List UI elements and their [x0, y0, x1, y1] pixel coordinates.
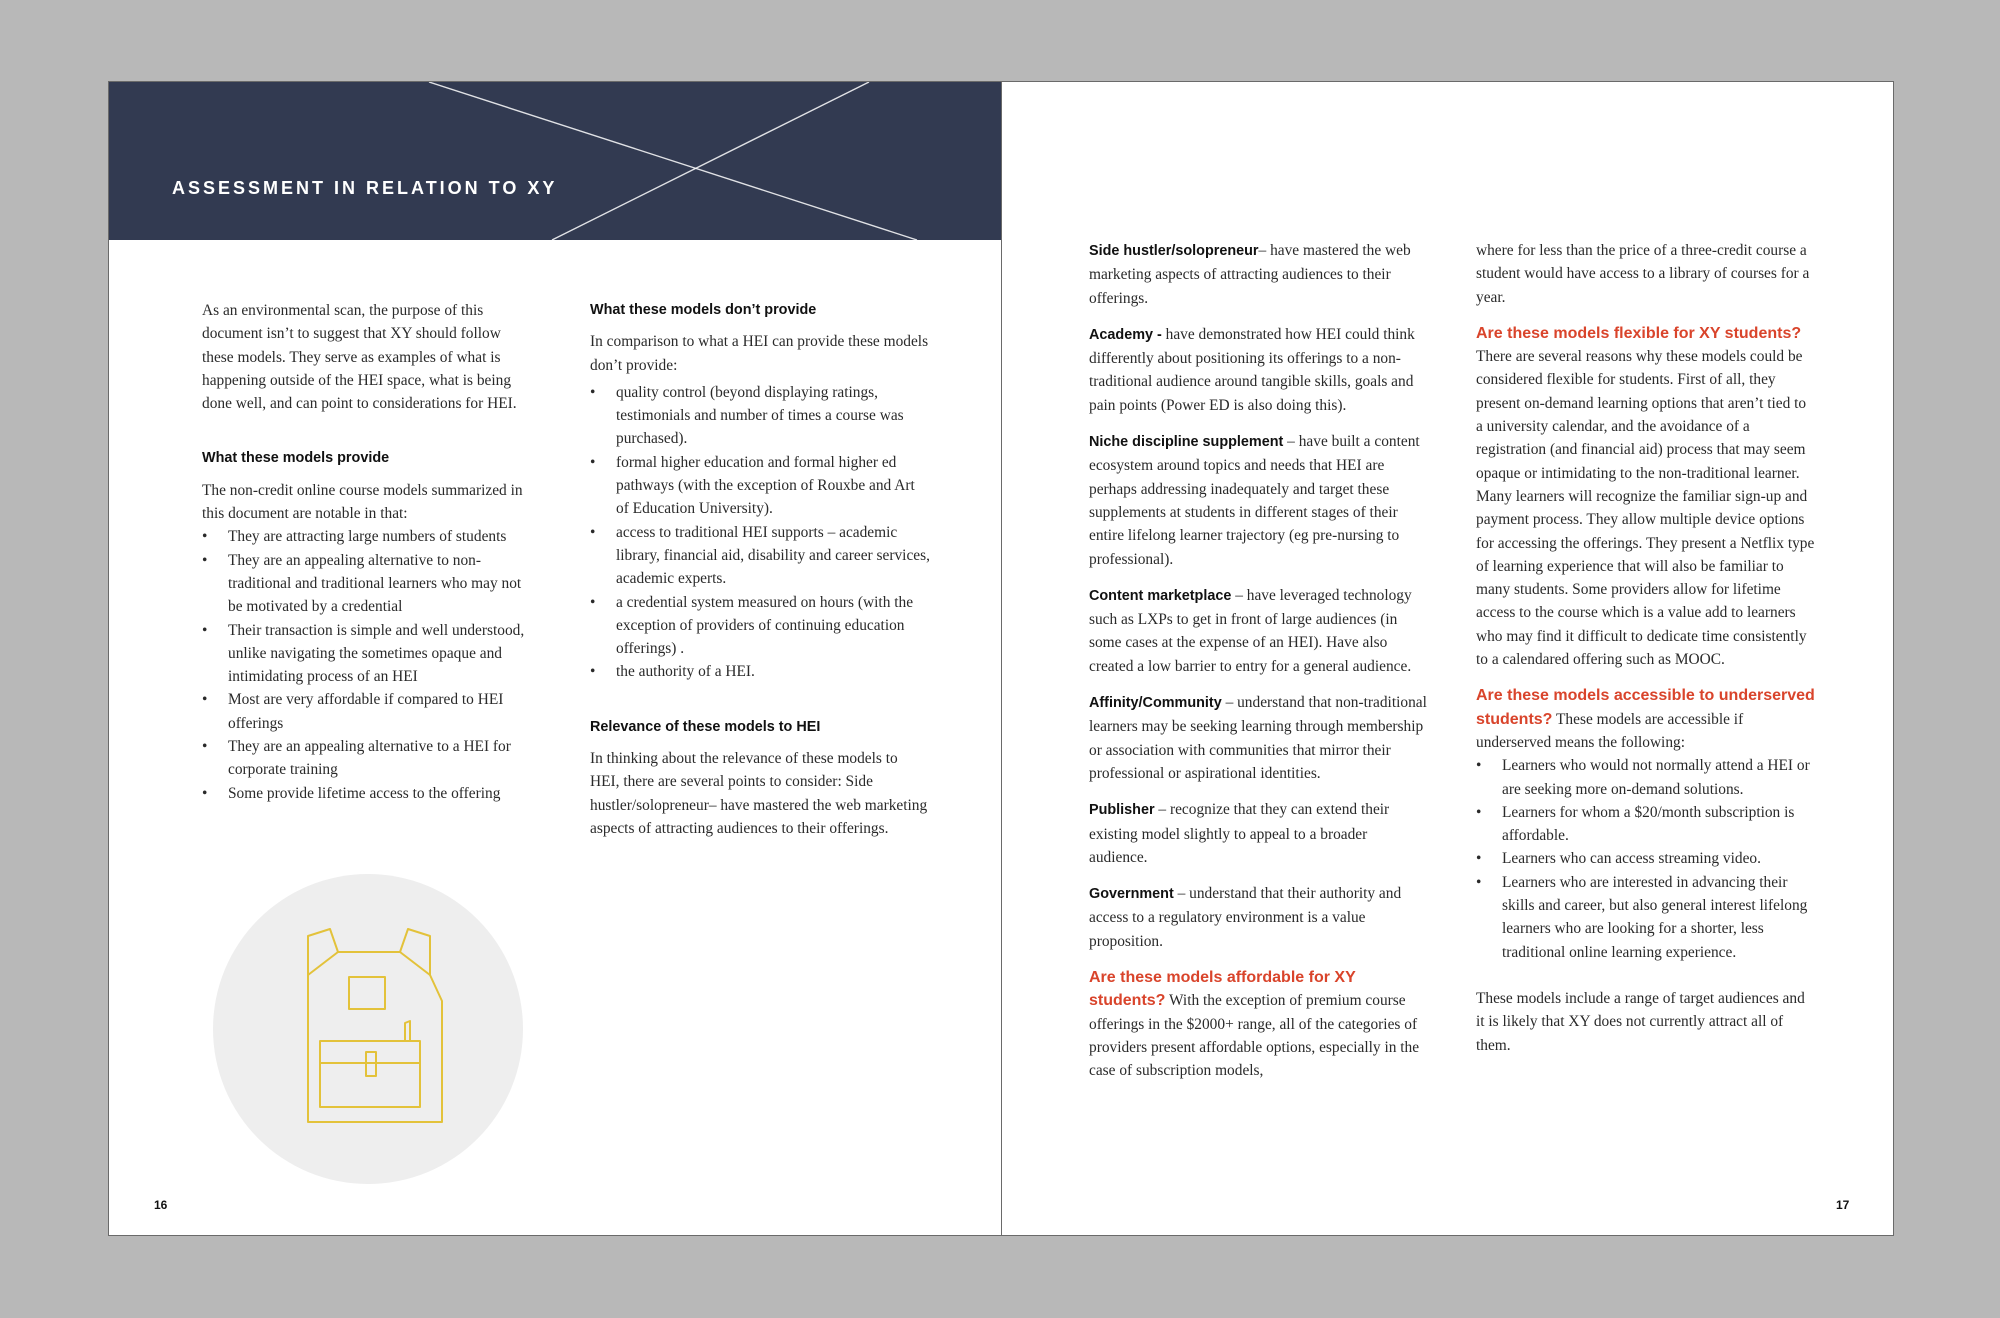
list-item: • quality control (beyond displaying ratings, testimonials and number of times a course was purchased).	[590, 381, 930, 451]
flexible-paragraph	[1476, 322, 1816, 671]
flexible-answer: There are several reasons why these models could be considered flexible for students. First of all, they present on-demand learning options that aren’t tied to a university calendar, and the avoidance of a registration (and financial aid) process that may seem opaque or intimidating to the non-traditional learner. Many learners will recognize the familiar sign-up and payment process. They allow multiple device options for accessing the offerings. They present a Netflix type of learning experience that will also be familiar to many students. Some providers allow for lifetime access to the course which is a value add to learners who may find it difficult to dedicate time consistently to a calendared offering such as MOOC.	[1476, 348, 1815, 669]
model-term: Affinity/Community	[1089, 695, 1222, 712]
model-description: – recognize that they can extend their existing model slightly to appeal to a broader audience.	[1089, 801, 1390, 866]
affordable-question: Are these models affordable for XY students?	[1089, 969, 1356, 1010]
model-term: Academy -	[1089, 326, 1162, 343]
document-spread	[108, 81, 1894, 1236]
accessible-list	[1476, 754, 1816, 964]
model-term: Niche discipline supplement	[1089, 434, 1284, 451]
model-entry	[1089, 239, 1429, 310]
accessible-question: Are these models accessible to underserved students?	[1476, 687, 1815, 728]
list-item: • Learners who can access streaming video.	[1476, 847, 1816, 870]
left-column-1	[202, 299, 532, 805]
list-item: • They are an appealing alternative to a HEI for corporate training	[202, 735, 532, 782]
intro-paragraph: As an environmental scan, the purpose of this document isn’t to suggest that XY should follow these models. They serve as examples of what is happening outside of the HEI space, what is being done well, and can point to considerations for HEI.	[202, 302, 517, 413]
provide-heading: What these models provide	[202, 450, 390, 467]
list-item: • a credential system measured on hours (with the exception of providers of continuing education offerings) .	[590, 591, 930, 661]
right-column-2	[1476, 239, 1816, 1057]
model-term: Publisher	[1089, 802, 1155, 819]
model-term: Government	[1089, 886, 1174, 903]
flexible-question: Are these models flexible for XY students?	[1476, 324, 1802, 342]
list-item: • Most are very affordable if compared to HEI offerings	[202, 688, 532, 735]
list-item: • They are attracting large numbers of students	[202, 525, 532, 548]
list-item: • the authority of a HEI.	[590, 660, 930, 683]
page-number-left: 16	[154, 1198, 168, 1212]
page-title: ASSESSMENT IN RELATION TO XY	[172, 178, 558, 198]
list-item: • Learners for whom a $20/month subscription is affordable.	[1476, 801, 1816, 848]
list-item: • Some provide lifetime access to the offering	[202, 782, 532, 805]
dont-provide-intro: In comparison to what a HEI can provide these models don’t provide:	[590, 333, 929, 374]
model-description: – have leveraged technology such as LXPs to get in front of large audiences (in some cases at the expense of an HEI). Have also created a low barrier to entry for a general audience.	[1089, 586, 1412, 675]
backpack-icon	[212, 873, 524, 1185]
model-term: Side hustler/solopreneur	[1089, 243, 1259, 259]
closing-paragraph: These models include a range of target audiences and it is likely that XY does not currently attract all of them.	[1476, 989, 1805, 1054]
model-description: have demonstrated how HEI could think differently about positioning its offerings to a non-traditional audience around tangible skills, goals and pain points (Power ED is also doing this).	[1089, 325, 1415, 414]
accessible-paragraph	[1476, 684, 1816, 754]
section-banner	[109, 82, 1001, 240]
model-entry	[1089, 798, 1429, 869]
backpack-illustration	[212, 873, 524, 1190]
dont-provide-list	[590, 381, 930, 684]
model-description: – understand that non-traditional learners may be seeking learning through membership or association with communities that mirror their professional or aspirational identities.	[1089, 694, 1427, 782]
list-item: • formal higher education and formal higher ed pathways (with the exception of Rouxbe and Art of Education University).	[590, 451, 930, 521]
accessible-answer: These models are accessible if underserved means the following:	[1476, 710, 1744, 751]
affordable-paragraph	[1089, 966, 1429, 1082]
dont-provide-heading: What these models don’t provide	[590, 302, 817, 318]
left-column-2	[590, 299, 930, 840]
affordable-continued: where for less than the price of a three-credit course a student would have access to a library of courses for a year.	[1476, 242, 1810, 306]
model-description: – have mastered the web marketing aspects of attracting audiences to their offerings.	[1089, 242, 1411, 307]
provide-intro: The non-credit online course models summarized in this document are notable in that:	[202, 481, 523, 523]
model-description: – have built a content ecosystem around topics and needs that HEI are perhaps addressing inadequately and target these supplements at students in different stages of their entire lifelong learner trajectory (eg pre-nursing to professional).	[1089, 433, 1420, 568]
model-entry	[1089, 584, 1429, 678]
model-entry	[1089, 430, 1429, 571]
relevance-paragraph: In thinking about the relevance of these models to HEI, there are several points to consider: Side hustler/solopreneur– have mastered the web marketing aspects of attracting audiences to their offerings.	[590, 750, 928, 837]
model-entry	[1089, 882, 1429, 953]
model-entry	[1089, 691, 1429, 785]
model-description: – understand that their authority and access to a regulatory environment is a value proposition.	[1089, 885, 1402, 950]
relevance-heading: Relevance of these models to HEI	[590, 718, 821, 735]
list-item: • Learners who would not normally attend a HEI or are seeking more on-demand solutions.	[1476, 754, 1816, 801]
list-item: • Their transaction is simple and well understood, unlike navigating the sometimes opaque and intimidating process of an HEI	[202, 619, 532, 689]
right-column-1	[1089, 239, 1429, 1083]
list-item: • Learners who are interested in advancing their skills and career, but also general interest lifelong learners who are looking for a shorter, less traditional online learning experience.	[1476, 871, 1816, 964]
list-item: • They are an appealing alternative to non-traditional and traditional learners who may not be motivated by a credential	[202, 549, 532, 619]
model-entry	[1089, 323, 1429, 417]
banner-cross-lines	[109, 82, 1001, 240]
list-item: • access to traditional HEI supports – academic library, financial aid, disability and career services, academic experts.	[590, 521, 930, 591]
model-term: Content marketplace	[1089, 587, 1232, 604]
provide-list	[202, 525, 532, 805]
affordable-answer: With the exception of premium course offerings in the $2000+ range, all of the categories of providers present affordable options, especially in the case of subscription models,	[1089, 992, 1420, 1080]
page-divider	[1001, 82, 1002, 1235]
page-number-right: 17	[1836, 1198, 1850, 1212]
